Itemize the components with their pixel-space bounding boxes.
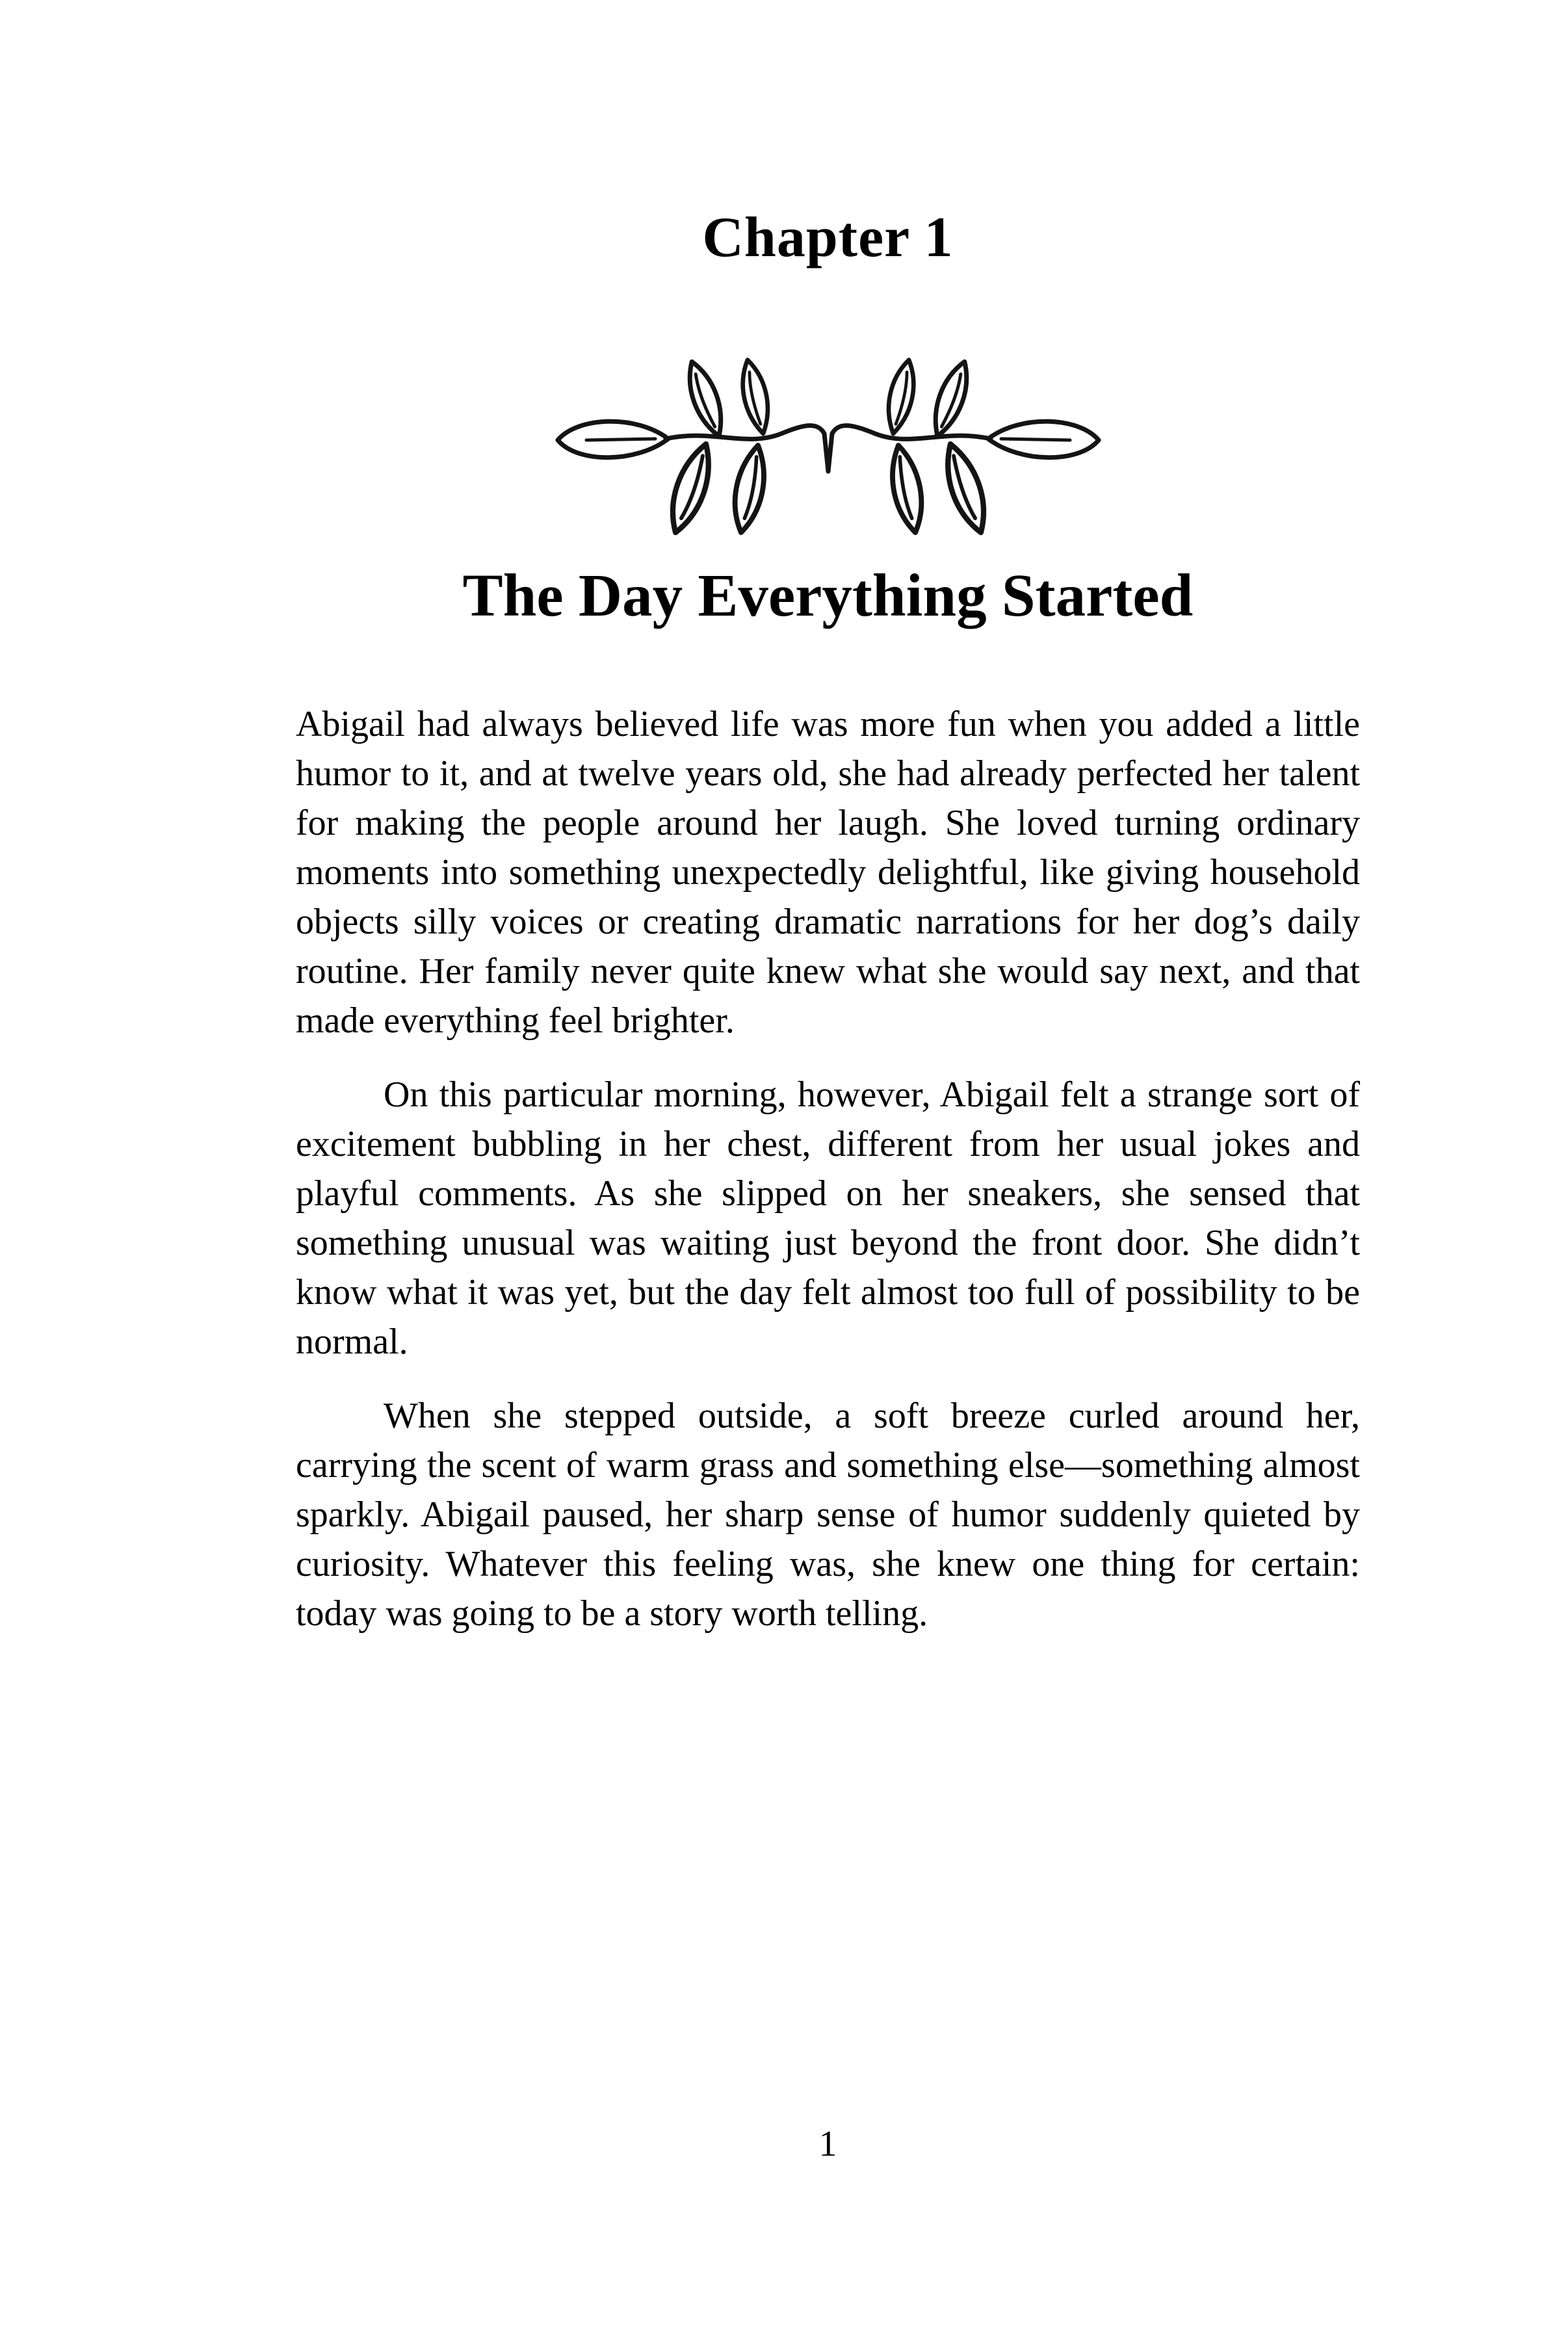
chapter-heading: Chapter 1 — [702, 206, 954, 269]
page-number: 1 — [818, 2124, 837, 2164]
paragraph-2: On this particular morning, however, Abigail felt a strange sort of excitement bubbling in her chest, different from her usual jokes and playful comments. As she slipped on her sneakers, she sensed that something unusual was waiting just beyond the front door. She didn’t know what it was yet, but the day felt almost too full of possibility to be normal. — [296, 1075, 1360, 1363]
paragraph-1: Abigail had always believed life was more fun when you added a little humor to it, and at twelve years old, she had already perfected her talent for making the people around her laugh. She loved turning ordinary moments into something unexpectedly delightful, like giving household objects silly voices or creating dramatic narrations for her dog’s daily routine. Her family never quite knew what she would say next, and that made everything feel brighter. — [296, 704, 1360, 1041]
laurel-divider-icon — [549, 341, 1108, 543]
page-title: The Day Everything Started — [462, 562, 1194, 629]
body-text — [296, 699, 1360, 1638]
text-block — [296, 0, 1360, 1638]
paragraph-3: When she stepped outside, a soft breeze curled around her, carrying the scent of warm grass and something else—something almost sparkly. Abigail paused, her sharp sense of humor suddenly quieted by curiosity. Whatever this feeling was, she knew one thing for certain: today was going to be a story worth telling. — [296, 1396, 1360, 1634]
ornament-container — [296, 341, 1360, 546]
